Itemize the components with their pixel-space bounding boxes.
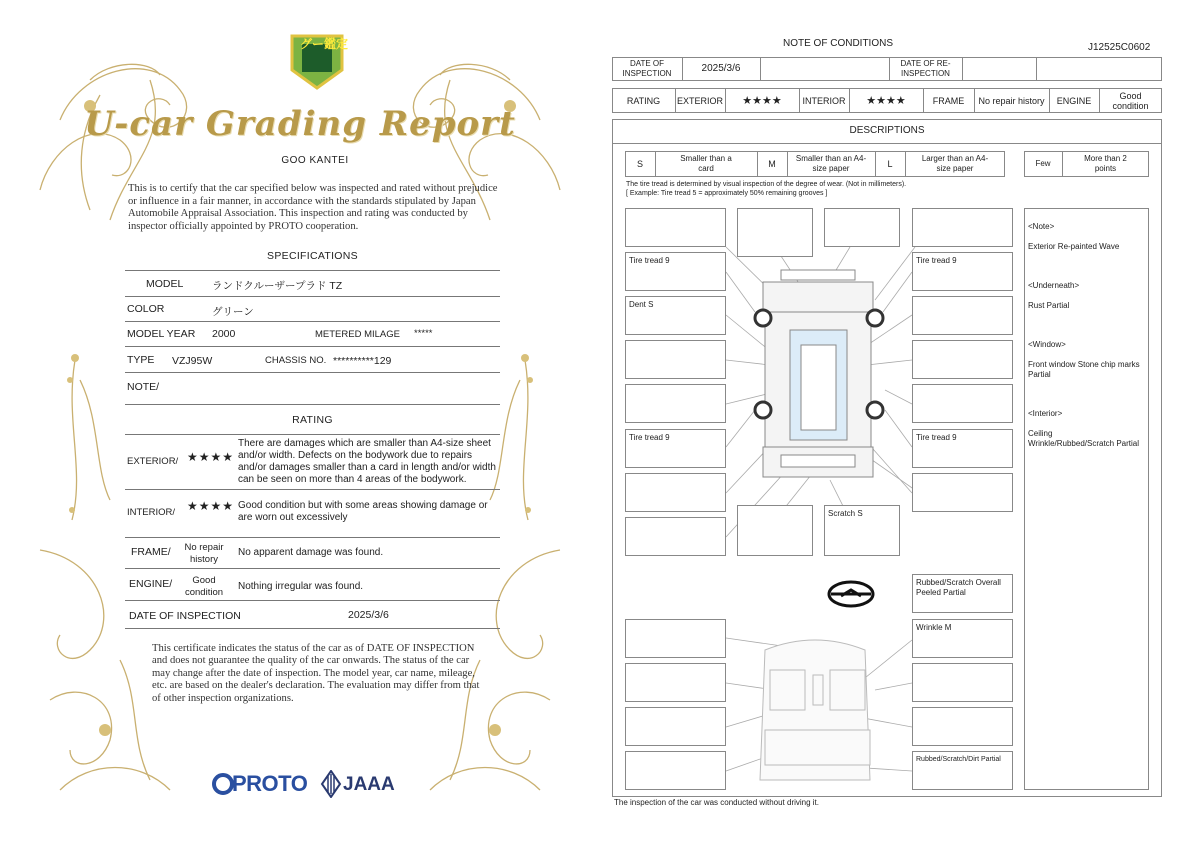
callout-text: Dent S <box>629 300 654 309</box>
callout-box <box>912 473 1013 512</box>
steering-wheel-icon <box>829 582 873 606</box>
callout-box <box>625 751 726 790</box>
interior-label: INTERIOR <box>802 95 846 106</box>
underneath-heading: <Underneath> <box>1028 281 1080 290</box>
divider <box>125 404 500 405</box>
callout-box <box>625 473 726 512</box>
divider <box>125 489 500 490</box>
metered-milage-value: ***** <box>414 328 433 339</box>
divider <box>125 628 500 629</box>
callout-box <box>625 517 726 556</box>
divider <box>125 270 500 271</box>
frame-value: No repair history <box>184 542 224 565</box>
exterior-label: EXTERIOR/ <box>127 456 179 467</box>
legend-l-text: Larger than an A4-size paper <box>921 154 989 173</box>
engine-description: Nothing irregular was found. <box>238 581 364 592</box>
exterior-stars: ★★★★ <box>187 450 235 464</box>
callout-box <box>625 252 726 291</box>
exterior-description: There are damages which are smaller than A4-size sheet and/or width. Defects on the bodywork due to repairs and/or damages smaller than a card in length and/or width can be seen on more than 4 areas of the bodywork. <box>238 438 496 485</box>
window-value: Front window Stone chip marks Partial <box>1028 360 1140 379</box>
callout-text: Tire tread 9 <box>916 433 957 442</box>
frame-value: No repair history <box>978 95 1045 106</box>
callout-box <box>824 505 900 556</box>
exterior-label: EXTERIOR <box>676 95 723 106</box>
callout-text: Scratch S <box>828 509 863 518</box>
callout-box <box>625 619 726 658</box>
engine-label: ENGINE <box>1056 95 1092 106</box>
callout-box <box>625 663 726 702</box>
type-value: VZJ95W <box>172 355 213 367</box>
callout-box <box>912 619 1013 658</box>
color-label: COLOR <box>127 303 165 315</box>
legend-l: L <box>887 159 893 169</box>
interior-heading: <Interior> <box>1028 409 1063 418</box>
document-id: J12525C0602 <box>1088 42 1151 53</box>
callout-box <box>912 707 1013 746</box>
certificate-title: U-car Grading Report <box>84 104 516 144</box>
sheet-title: NOTE OF CONDITIONS <box>783 38 893 49</box>
chassis-value: **********129 <box>333 355 392 367</box>
legend-few: Few <box>1035 159 1051 168</box>
callout-text: Tire tread 9 <box>629 256 670 265</box>
tire-example: [ Example: Tire tread 5 = approximately 50% remaining grooves ] <box>626 190 828 197</box>
legend-s: S <box>636 159 643 169</box>
frame-description: No apparent damage was found. <box>238 547 384 558</box>
interior-value: Ceiling Wrinkle/Rubbed/Scratch Partial <box>1028 429 1140 448</box>
certificate-footer: This certificate indicates the status of the car as of DATE OF INSPECTION and does not guarantee the quality of the car onwards. The status of the car may change after the date of inspection. The model year, car name, mileage, etc. are based on the dealer's declaration. The evaluation may differ from that of other inspection organizations. <box>152 643 480 704</box>
descriptions-heading: DESCRIPTIONS <box>612 119 1162 144</box>
metered-milage-label: METERED MILAGE <box>315 329 400 340</box>
jaaa-logo-icon <box>320 770 342 798</box>
note-label: NOTE/ <box>127 381 160 393</box>
divider <box>125 600 500 601</box>
interior-stars: ★★★★ <box>187 499 235 513</box>
callout-box <box>912 663 1013 702</box>
divider <box>125 296 500 297</box>
divider <box>125 537 500 538</box>
divider <box>125 434 500 435</box>
underneath-value: Rust Partial <box>1028 301 1070 310</box>
legend-few-text: More than 2 points <box>1084 154 1127 173</box>
badge-text: グー鑑定 <box>300 37 349 51</box>
callout-text: Tire tread 9 <box>629 433 670 442</box>
specifications-heading: SPECIFICATIONS <box>267 250 358 262</box>
callout-box <box>912 384 1013 423</box>
callout-box <box>912 751 1013 790</box>
sheet-footer: The inspection of the car was conducted without driving it. <box>614 798 819 807</box>
tire-note: The tire tread is determined by visual inspection of the degree of wear. (Not in millimeters). <box>626 181 907 188</box>
note-of-conditions-sheet <box>605 0 1200 848</box>
date-of-inspection-label: DATE OF INSPECTION <box>622 59 672 78</box>
callout-box <box>625 707 726 746</box>
color-value: グリーン <box>212 306 254 318</box>
note-heading: <Note> <box>1028 222 1055 231</box>
re-inspection-label: DATE OF RE-INSPECTION <box>900 59 951 78</box>
proto-logo: PROTO <box>232 771 308 796</box>
interior-stars: ★★★★ <box>866 94 906 107</box>
date-of-inspection-value: 2025/3/6 <box>701 63 741 74</box>
note-value: Exterior Re-painted Wave <box>1028 242 1120 251</box>
callout-box <box>912 252 1013 291</box>
date-of-inspection-label: DATE OF INSPECTION <box>129 610 241 622</box>
jaaa-logo: JAAA <box>343 774 395 795</box>
certificate-subtitle: GOO KANTEI <box>281 155 349 166</box>
model-label: MODEL <box>146 278 184 290</box>
callout-box <box>625 384 726 423</box>
callout-box <box>625 296 726 335</box>
model-value: ランドクルーザープラド TZ <box>212 280 343 292</box>
frame-label: FRAME <box>932 95 965 106</box>
divider <box>125 321 500 322</box>
callout-box <box>912 340 1013 379</box>
callout-box <box>824 208 900 247</box>
engine-value: Good condition <box>184 575 224 598</box>
divider <box>125 346 500 347</box>
divider <box>125 372 500 373</box>
type-label: TYPE <box>127 354 155 366</box>
callout-box <box>625 208 726 247</box>
exterior-stars: ★★★★ <box>742 94 782 107</box>
callout-box <box>912 296 1013 335</box>
legend-s-text: Smaller than a card <box>680 154 732 173</box>
engine-label: ENGINE/ <box>129 578 173 590</box>
rating-label: RATING <box>626 95 661 106</box>
callout-box <box>737 505 813 556</box>
callout-text: Wrinkle M <box>916 623 952 632</box>
callout-box <box>912 429 1013 468</box>
engine-value: Good condition <box>1112 90 1149 111</box>
certificate-intro: This is to certify that the car specified below was inspected and rated without prejudice or influence in a fair manner, in accordance with the standards stipulated by Japan Automobile Appraisal Association. This inspection and rating was conducted by inspector officially appointed by PROTO cooperation. <box>128 183 498 232</box>
frame-label: FRAME/ <box>131 546 171 558</box>
rating-heading: RATING <box>292 414 333 426</box>
notes-panel <box>1024 208 1149 790</box>
callout-text: Rubbed/Scratch/Dirt Partial <box>916 756 1001 763</box>
interior-label: INTERIOR/ <box>127 507 176 518</box>
callout-box <box>625 429 726 468</box>
window-heading: <Window> <box>1028 340 1066 349</box>
callout-text: Rubbed/Scratch Overall Peeled Partial <box>916 578 1001 597</box>
callout-box <box>912 208 1013 247</box>
legend-m: M <box>768 159 776 169</box>
callout-text: Tire tread 9 <box>916 256 957 265</box>
callout-box <box>737 208 813 257</box>
model-year-value: 2000 <box>212 328 236 340</box>
callout-box <box>625 340 726 379</box>
interior-description: Good condition but with some areas showing damage or are worn out excessively <box>238 500 488 523</box>
callout-box <box>912 574 1013 613</box>
divider <box>125 568 500 569</box>
date-of-inspection-value: 2025/3/6 <box>348 609 389 621</box>
legend-m-text: Smaller than an A4-size paper <box>795 154 867 173</box>
chassis-label: CHASSIS NO. <box>265 355 327 366</box>
model-year-label: MODEL YEAR <box>127 328 196 340</box>
